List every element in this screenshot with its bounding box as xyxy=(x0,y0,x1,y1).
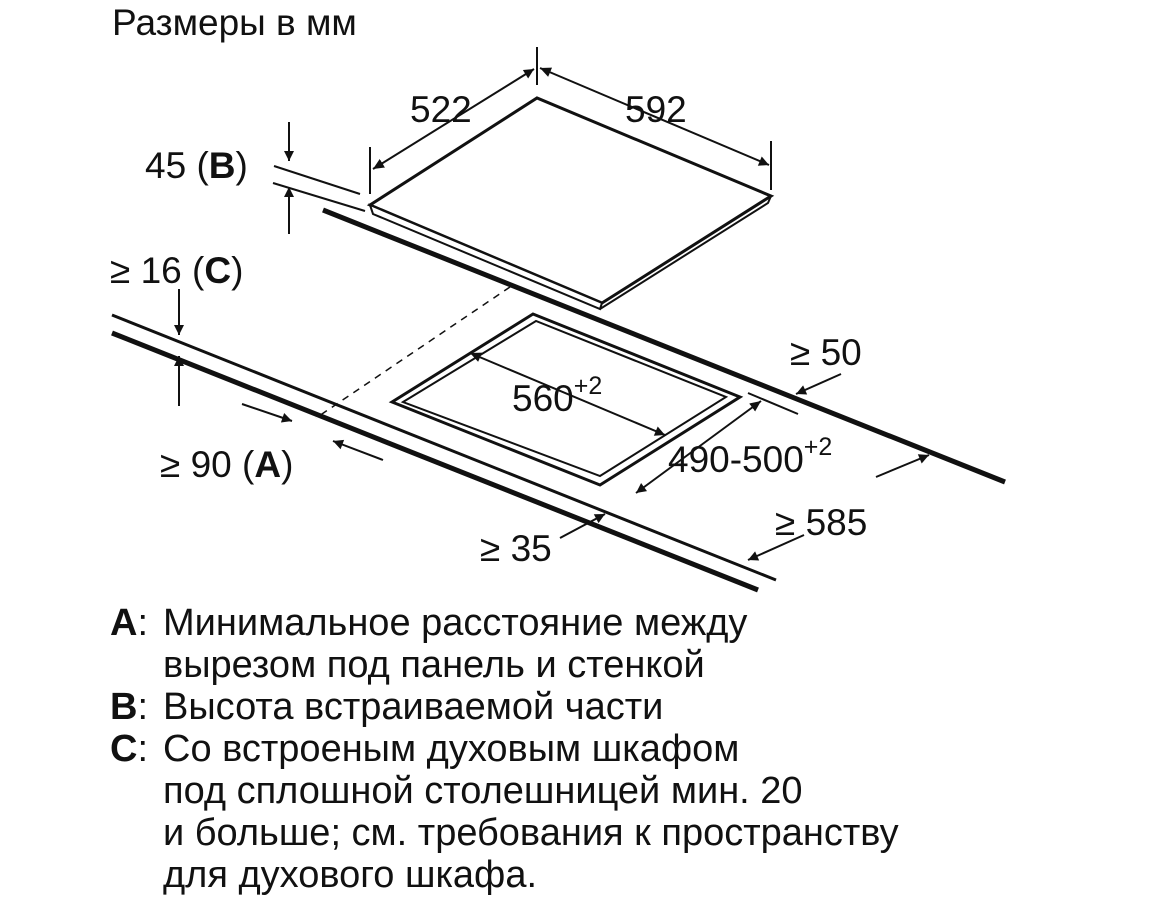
wall-distance-arrow-right xyxy=(333,441,383,460)
legend-key-a xyxy=(110,602,163,644)
built-in-height-value: 45 xyxy=(145,145,187,186)
marker-a: A xyxy=(254,444,282,485)
worktop-depth-label: ≥ 585 xyxy=(775,502,868,543)
oven-gap-value: ≥ 16 xyxy=(110,250,182,291)
oven-gap-open-paren: ( xyxy=(192,250,205,291)
legend-key-b-colon: : xyxy=(137,686,149,728)
wall-distance-arrow-left xyxy=(242,404,292,421)
legend-text-c: Со встроеным духовым шкафом под сплошной столешницей мин. 20 и больше; см. требования к пространству для духового шкафа. xyxy=(163,728,899,896)
legend-item-a xyxy=(110,602,1150,686)
hob-depth-label: 522 xyxy=(410,89,472,130)
legend-key-a-letter: A xyxy=(110,602,138,644)
built-in-height-label xyxy=(145,145,248,186)
legend-key-b-letter: B xyxy=(110,686,138,728)
legend-item-b xyxy=(110,686,1150,728)
cutout-width-value: 560 xyxy=(512,378,574,419)
marker-b: B xyxy=(208,145,236,186)
cutout-depth-value: 490-500 xyxy=(668,439,804,480)
dimension-legend xyxy=(110,602,1150,896)
legend-key-b xyxy=(110,686,163,728)
wall-distance-label xyxy=(160,444,293,485)
back-distance-arrow xyxy=(796,374,841,394)
built-in-height-extension-lower xyxy=(273,183,365,211)
built-in-height-open-paren: ( xyxy=(196,145,209,186)
oven-gap-label xyxy=(110,250,243,291)
legend-key-c-colon: : xyxy=(137,728,149,770)
hob-width-label: 592 xyxy=(625,89,687,130)
back-distance-label: ≥ 50 xyxy=(790,332,862,373)
page-title: Размеры в мм xyxy=(112,2,357,43)
front-distance-label: ≥ 35 xyxy=(480,528,552,569)
legend-key-c xyxy=(110,728,163,770)
legend-key-a-colon: : xyxy=(137,602,149,644)
marker-c: C xyxy=(204,250,232,291)
built-in-height-close-paren: ) xyxy=(235,145,248,186)
legend-key-c-letter: C xyxy=(110,728,138,770)
worktop-depth-arrow-right xyxy=(876,455,929,477)
oven-gap-close-paren: ) xyxy=(231,250,244,291)
legend-text-b: Высота встраиваемой части xyxy=(163,686,664,728)
cutout-depth-label xyxy=(668,433,832,480)
cutout-width-tolerance: +2 xyxy=(573,372,603,400)
wall-distance-open-paren: ( xyxy=(242,444,255,485)
legend-item-c xyxy=(110,728,1150,896)
wall-distance-value: ≥ 90 xyxy=(160,444,232,485)
cutout-depth-tolerance: +2 xyxy=(803,433,833,461)
wall-distance-close-paren: ) xyxy=(281,444,294,485)
legend-text-a: Минимальное расстояние между вырезом под панель и стенкой xyxy=(163,602,748,686)
built-in-height-extension-upper xyxy=(274,166,360,194)
